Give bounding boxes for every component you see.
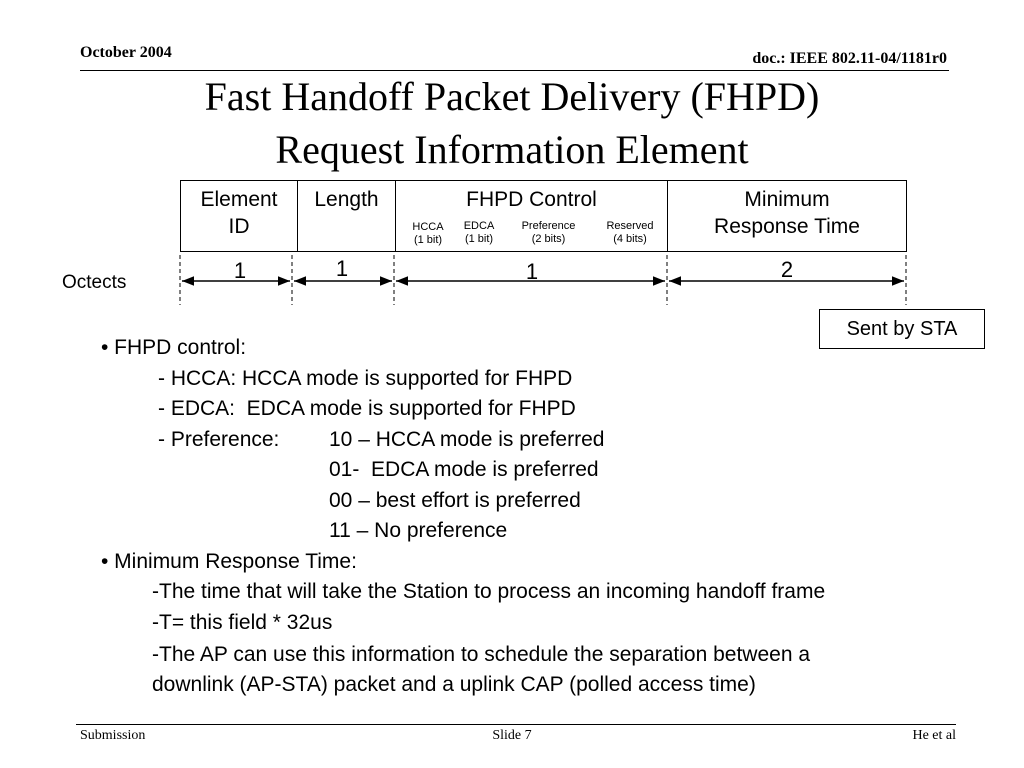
element-id-line2: ID xyxy=(228,215,250,238)
mrt-description-2: -T= this field * 32us xyxy=(152,611,333,634)
mrt-description-4: downlink (AP-STA) packet and a uplink CAP (polled access time) xyxy=(152,673,756,696)
footer-rule xyxy=(76,724,956,725)
min-response-line1: Minimum xyxy=(744,188,830,211)
footer-submission: Submission xyxy=(80,728,146,743)
subfield-edca-name: EDCA xyxy=(463,220,495,232)
element-id-line1: Element xyxy=(200,188,278,211)
preference-11: 11 – No preference xyxy=(329,519,508,542)
mrt-description-1: -The time that will take the Station to process an incoming handoff frame xyxy=(152,580,826,603)
subfield-hcca-size: (1 bit) xyxy=(413,234,443,246)
subfield-preference-size: (2 bits) xyxy=(531,233,566,245)
subfield-hcca-name: HCCA xyxy=(412,221,444,233)
preference-01: 01- EDCA mode is preferred xyxy=(329,458,599,481)
fhpd-control-label: FHPD Control xyxy=(466,188,597,211)
length-label: Length xyxy=(314,188,379,211)
octet-count-element-id: 1 xyxy=(233,258,247,283)
preference-label: - Preference: xyxy=(158,428,280,451)
slide-title-line2: Request Information Element xyxy=(275,127,749,172)
min-response-line2: Response Time xyxy=(714,215,860,238)
footer-slide-number: Slide 7 xyxy=(492,728,532,743)
octet-count-fhpd-control: 1 xyxy=(525,259,539,284)
bullet-min-response-time: • Minimum Response Time: xyxy=(101,550,357,573)
sent-by-sta-callout: Sent by STA xyxy=(819,309,985,349)
preference-00: 00 – best effort is preferred xyxy=(329,489,581,512)
hcca-description: - HCCA: HCCA mode is supported for FHPD xyxy=(158,367,573,390)
octet-count-length: 1 xyxy=(335,256,349,281)
bullet-fhpd-control: • FHPD control: xyxy=(101,336,247,359)
subfield-edca-size: (1 bit) xyxy=(464,233,494,245)
preference-10: 10 – HCCA mode is preferred xyxy=(329,428,605,451)
header-date: October 2004 xyxy=(80,44,172,61)
octet-count-min-response: 2 xyxy=(780,257,794,282)
slide-title-line1: Fast Handoff Packet Delivery (FHPD) xyxy=(204,74,820,119)
edca-description: - EDCA: EDCA mode is supported for FHPD xyxy=(158,397,576,420)
mrt-description-3: -The AP can use this information to schedule the separation between a xyxy=(152,643,811,666)
subfield-preference-name: Preference xyxy=(521,220,576,232)
octets-label: Octects xyxy=(62,272,127,293)
subfield-reserved-name: Reserved xyxy=(606,220,654,232)
footer-authors: He et al xyxy=(912,728,956,743)
subfield-reserved-size: (4 bits) xyxy=(613,233,647,245)
header-doc-id: doc.: IEEE 802.11-04/1181r0 xyxy=(752,50,947,67)
